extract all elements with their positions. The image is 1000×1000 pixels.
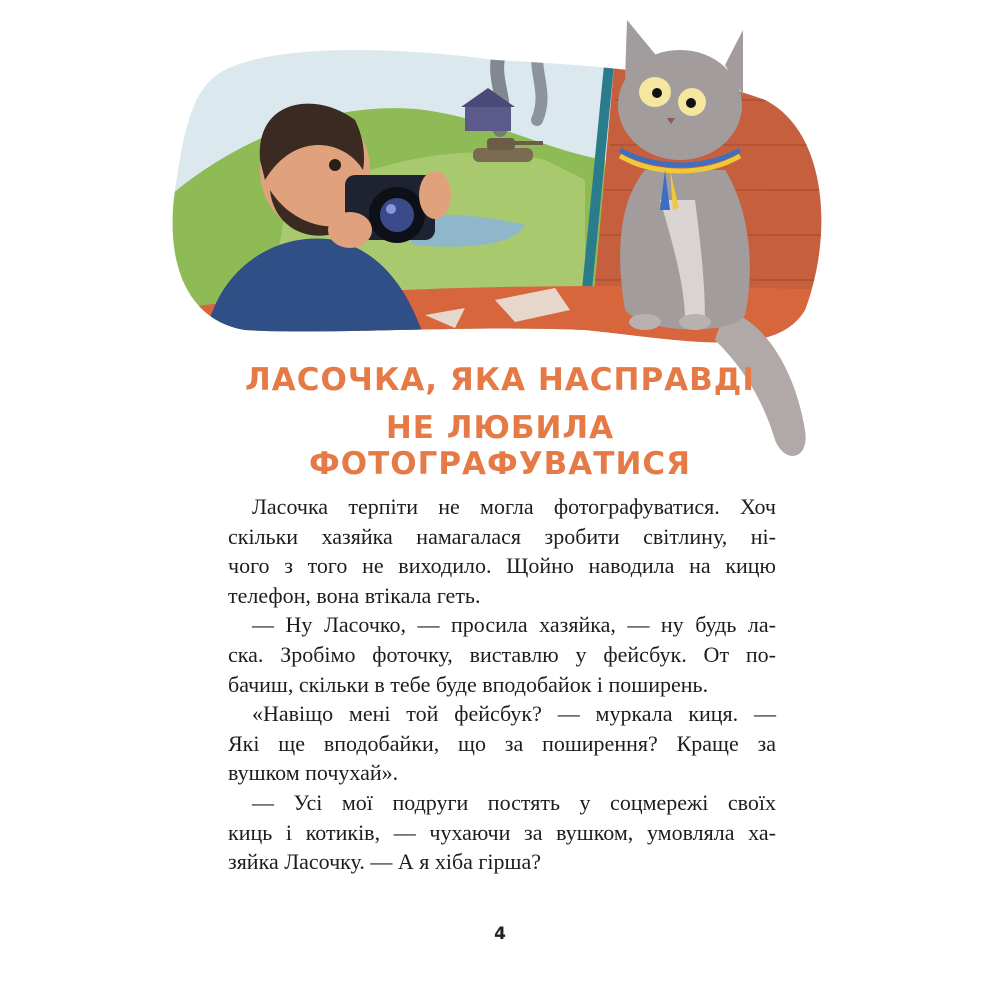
chapter-title-line-2: НЕ ЛЮБИЛА ФОТОГРАФУВАТИСЯ <box>308 410 692 482</box>
text-line: киць і котиків, — чухаючи за вушком, умовляла ха- <box>228 819 776 845</box>
text-line: — Усі мої подруги постять у соцмережі своїх <box>252 789 776 815</box>
text-line: телефон, вона втікала геть. <box>228 582 481 608</box>
text-line: «Навіщо мені той фейсбук? — муркала киця. — <box>252 701 776 727</box>
text-line: — Ну Ласочко, — просила хазяйка, — ну будь ла- <box>252 612 776 638</box>
text-line: ска. Зробімо фоточку, виставлю у фейсбук. От по- <box>228 641 776 667</box>
text-line: Ласочка терпіти не могла фотографуватися. Хоч <box>252 494 776 519</box>
chapter-illustration <box>165 10 835 470</box>
text-line: скільки хазяйка намагалася зробити світлину, ні- <box>228 523 776 549</box>
text-line: бачиш, скільки в тебе буде вподобайок і поширень. <box>228 671 709 697</box>
text-line: чого з того не виходило. Щойно наводила на кицю <box>228 553 776 579</box>
chapter-title-line-1: ЛАСОЧКА, ЯКА НАСПРАВДІ <box>245 362 755 398</box>
text-line: зяйка Ласочку. — А я хіба гірша? <box>228 849 542 875</box>
page-number: 4 <box>494 924 506 944</box>
text-line: Які ще вподобайки, що за поширення? Краще за <box>228 730 776 756</box>
story-text <box>228 492 776 877</box>
text-line: вушком почухай». <box>228 760 399 786</box>
